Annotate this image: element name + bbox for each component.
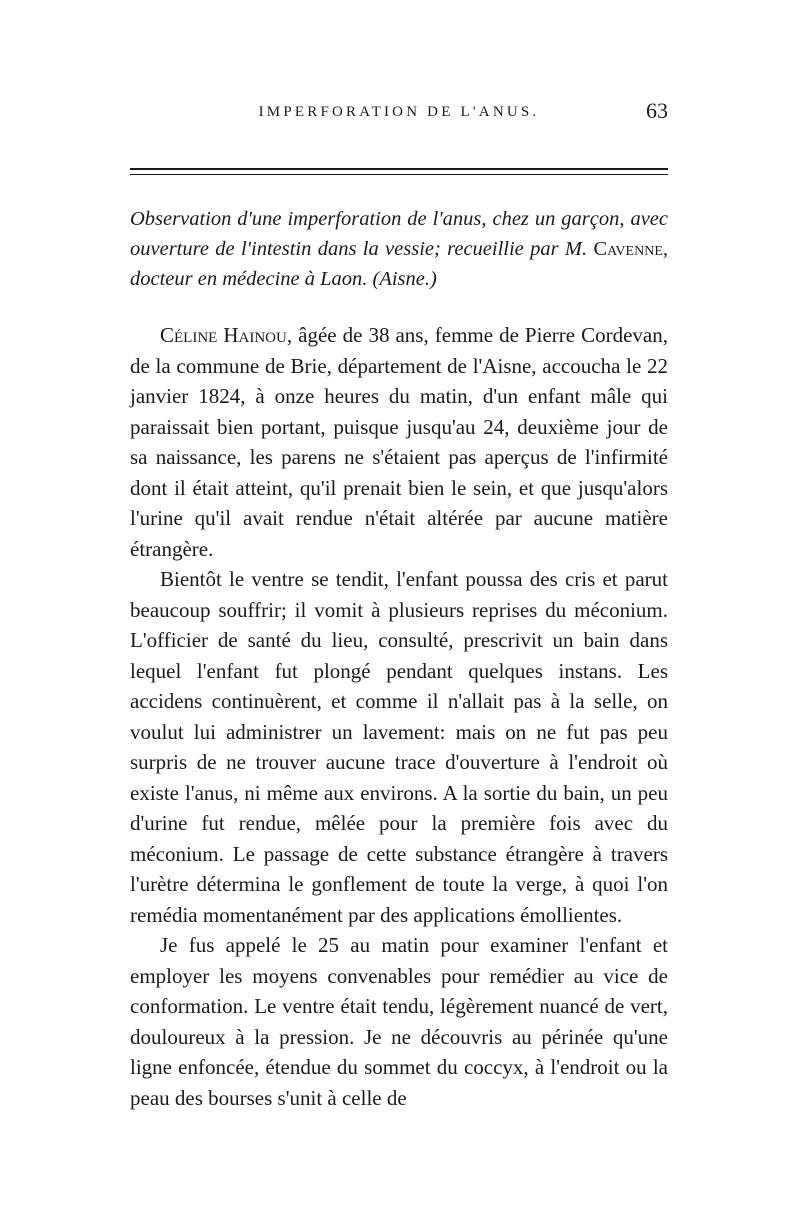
paragraph-3 [130, 930, 668, 1113]
running-head [130, 98, 668, 132]
author-name: Cavenne [593, 238, 663, 260]
title-text-before-name: Observation d'une imperforation de l'anus, chez un garçon, avec ouverture de l'intestin dans la vessie; recueillie par M. [130, 208, 668, 260]
paragraph-3-text: Je fus appelé le 25 au matin pour examiner l'enfant et employer les moyens convenables pour remédier au vice de conformation. Le ventre était tendu, légèrement nuancé de vert, douloureux à la pression. Je ne découvris au périnée qu'une ligne enfoncée, étendue du sommet du coccyx, à l'endroit ou la peau des bourses s'unit à celle de [130, 933, 668, 1110]
patient-name: Céline Hainou [160, 323, 287, 347]
running-title: IMPERFORATION DE L'ANUS. [258, 104, 540, 120]
paragraph-1 [130, 320, 668, 564]
article-body [130, 204, 668, 1113]
observation-title [130, 204, 668, 294]
header-rule-thin [130, 174, 668, 175]
page-number: 63 [646, 98, 668, 123]
title-text-after-name: , docteur en médecine à Laon. (Aisne.) [130, 238, 668, 290]
paragraph-2-text: Bientôt le ventre se tendit, l'enfant poussa des cris et parut beaucoup souffrir; il vomit à plusieurs reprises du méconium. L'officier de santé du lieu, consulté, prescrivit un bain dans lequel l'enfant fut plongé pendant quelques instans. Les accidens continuèrent, et comme il n'allait pas à la selle, on voulut lui administrer un lavement: mais on ne fut pas peu surpris de ne trouver aucune trace d'ouverture à l'endroit où existe l'anus, ni même aux environs. A la sortie du bain, un peu d'urine fut rendue, mêlée pour la première fois avec du méconium. Le passage de cette substance étrangère à travers l'urètre détermina le gonflement de toute la verge, à quoi l'on remédia momentanément par des applications émollientes. [130, 567, 668, 927]
header-rule-thick [130, 168, 668, 170]
paragraph-1-text: , âgée de 38 ans, femme de Pierre Cordevan, de la commune de Brie, département de l'Aisne, accoucha le 22 janvier 1824, à onze heures du matin, d'un enfant mâle qui paraissait bien portant, puisque jusqu'au 24, deuxième jour de sa naissance, les parens ne s'étaient pas aperçus de l'infirmité dont il était atteint, qu'il prenait bien le sein, et que jusqu'alors l'urine qu'il avait rendue n'était altérée par aucune matière étrangère. [130, 323, 668, 561]
paragraph-2 [130, 564, 668, 930]
